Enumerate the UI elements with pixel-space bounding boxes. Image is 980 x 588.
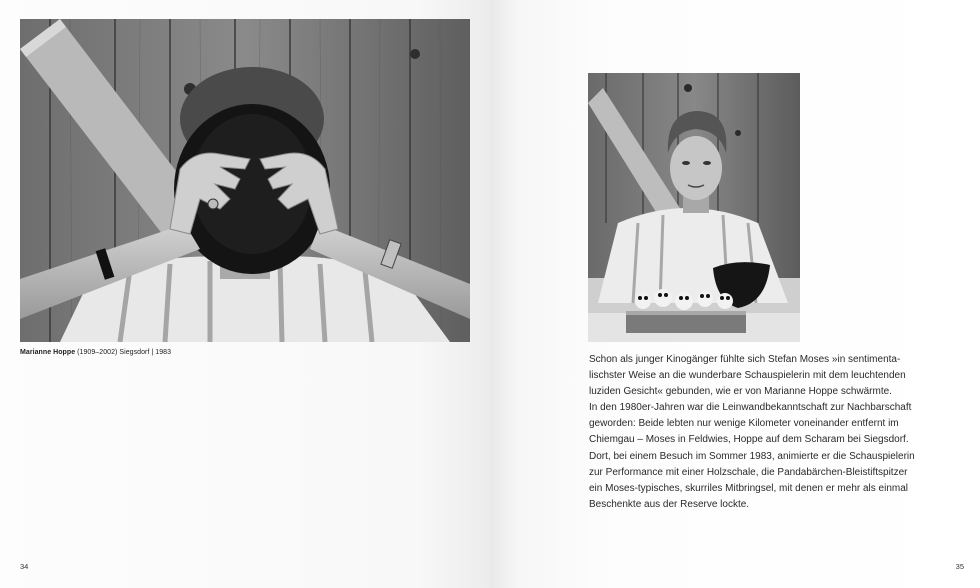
right-page bbox=[490, 0, 980, 588]
body-text bbox=[589, 352, 929, 513]
body-line: Dort, bei einem Besuch im Sommer 1983, animierte er die Schauspielerin bbox=[589, 450, 915, 462]
body-line: Schon als junger Kinogänger fühlte sich Stefan Moses »in sentimenta- bbox=[589, 354, 901, 365]
body-line: geworden: Beide lebten nur wenige Kilometer voneinander entfernt im bbox=[589, 418, 899, 430]
photo-woman-portrait-with-bowl-and-pandas bbox=[588, 73, 800, 342]
page-number-right: 35 bbox=[955, 562, 964, 571]
caption-details: (1909–2002) Siegsdorf | 1983 bbox=[75, 349, 172, 356]
caption-name: Marianne Hoppe bbox=[20, 349, 76, 356]
body-line: Chiemgau – Moses in Feldwies, Hoppe auf dem Scharam bei Siegsdorf. bbox=[589, 434, 909, 446]
photo-woman-covering-face-with-bowl bbox=[20, 19, 470, 342]
page-number-left: 34 bbox=[20, 562, 29, 571]
body-line: ein Moses-typisches, skurriles Mitbringsel, mit denen er mehr als einmal bbox=[589, 482, 909, 494]
body-line: zur Performance mit einer Holzschale, die Pandabärchen-Bleistiftspitzer bbox=[589, 466, 908, 478]
body-line: In den 1980er-Jahren war die Leinwandbekanntschaft zur Nachbarschaft bbox=[589, 402, 912, 414]
body-line: Beschenkte aus der Reserve lockte. bbox=[589, 498, 750, 510]
photo-caption bbox=[20, 349, 171, 356]
body-line: lischster Weise an die wunderbare Schauspielerin mit dem leuchtenden bbox=[589, 370, 906, 382]
body-line: luziden Gesicht« gebunden, wie er von Marianne Hoppe schwärmte. bbox=[589, 386, 892, 398]
